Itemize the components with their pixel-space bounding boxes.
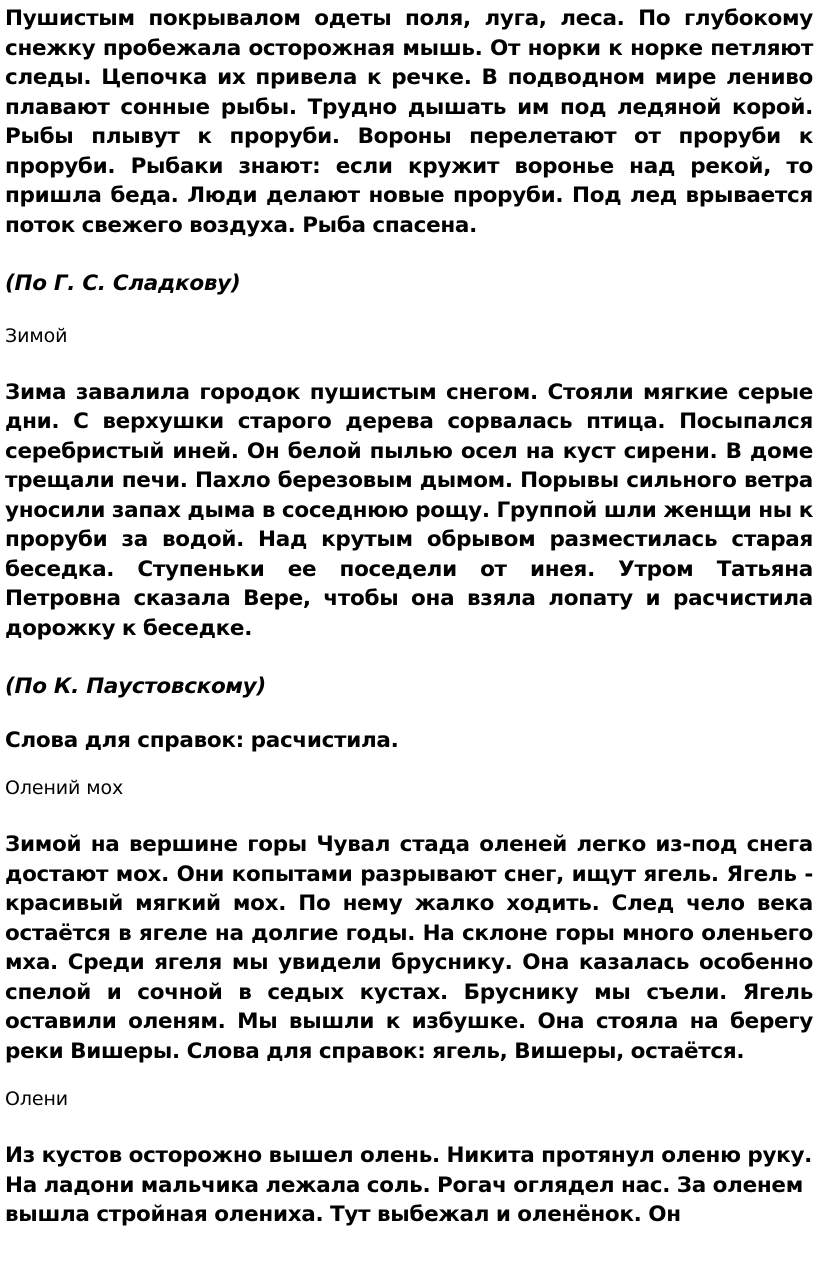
- paragraph-winter-fields: Пушистым покрывалом одеты поля, луга, леса. По глубокому снежку пробежала осторожная мышь. От норки к норке петляют следы. Цепочка их привела к речке. В подводном мире лениво плавают сонные рыбы. Трудно дышать им под ледяной корой. Рыбы плывут к проруби. Вороны перелетают от проруби к проруби. Рыбаки знают: если кружит воронье над рекой, то пришла беда. Люди делают новые проруби. Под лед врывается поток свежего воздуха. Рыба спасена.: [5, 6, 813, 238]
- reference-words-raschistila: Слова для справок: расчистила.: [5, 727, 399, 753]
- paragraph-oleniy-mokh: Зимой на вершине горы Чувал стада оленей легко из-под снега достают мох. Они копытами разрывают снег, ищут ягель. Ягель - красивый мягкий мох. По нему жалко ходить. След чело века остаётся в ягеле на долгие годы. На склоне горы много оленьего мха. Среди ягеля мы увидели бруснику. Она казалась особенно спелой и сочной в седых кустах. Бруснику мы съели. Ягель оставили оленям. Мы вышли к избушке. Она стояла на берегу реки Вишеры. Слова для справок: ягель, Вишеры, остаётся.: [5, 832, 813, 1064]
- spacer: [5, 801, 813, 830]
- paragraph-oleni: Из кустов осторожно вышел олень. Никита протянул оленю руку. На ладони мальчика лежала соль. Рогач оглядел нас. За оленем вышла стройная олениха. Тут выбежал и оленёнок. Он: [5, 1143, 813, 1227]
- spacer: [5, 240, 813, 269]
- spacer: [5, 755, 813, 775]
- attribution-sladkov: (По Г. С. Сладкову): [5, 271, 241, 296]
- heading-zimoy: Зимой: [5, 324, 68, 347]
- spacer: [5, 1066, 813, 1086]
- spacer: [5, 349, 813, 378]
- heading-oleniy-mokh: Олений мох: [5, 777, 124, 799]
- heading-oleni: Олени: [5, 1088, 69, 1110]
- spacer: [5, 299, 813, 323]
- document-page: [5, 4, 813, 1230]
- paragraph-zimoy: Зима завалила городок пушистым снегом. Стояли мягкие серые дни. С верхушки старого дерева сорвалась птица. Посыпался серебристый иней. Он белой пылью осел на куст сирени. В доме трещали печи. Пахло березовым дымом. Порывы сильного ветра уносили запах дыма в соседнюю рощу. Группой шли женщи ны к проруби за водой. Над крутым обрывом разместилась старая беседка. Ступеньки ее поседели от инея. Утром Татьяна Петровна сказала Вере, чтобы она взяла лопату и расчистила дорожку к беседке.: [5, 379, 813, 641]
- spacer: [5, 702, 813, 726]
- spacer: [5, 1112, 813, 1141]
- attribution-paustovsky: (По К. Паустовскому): [5, 674, 266, 699]
- spacer: [5, 643, 813, 672]
